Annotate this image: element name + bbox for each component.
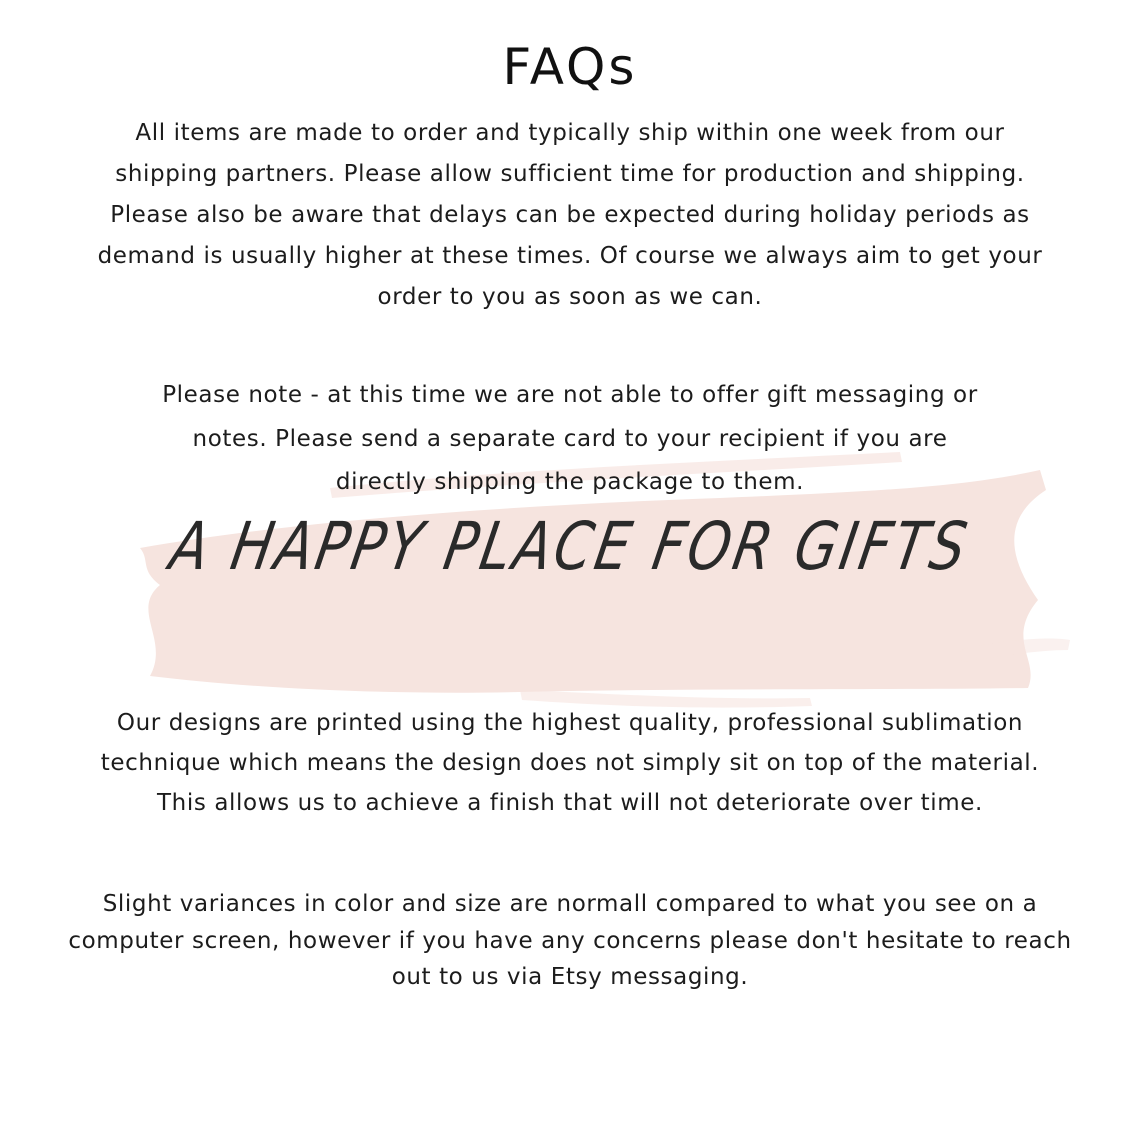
- shipping-paragraph: [20, 113, 1120, 318]
- paragraph-line: Slight variances in color and size are normall compared to what you see on a: [102, 891, 1038, 917]
- paragraph-line: demand is usually higher at these times. Of course we always aim to get your: [97, 243, 1043, 269]
- paragraph-line: Our designs are printed using the highest quality, professional sublimation: [116, 710, 1024, 736]
- paragraph-line: notes. Please send a separate card to your recipient if you are: [192, 425, 948, 452]
- paragraph-line: This allows us to achieve a finish that will not deteriorate over time.: [157, 790, 983, 816]
- paragraph-line: technique which means the design does not simply sit on top of the material.: [100, 750, 1040, 776]
- paragraph-line: out to us via Etsy messaging.: [391, 964, 749, 990]
- paragraph-line: shipping partners. Please allow sufficient time for production and shipping.: [115, 161, 1025, 187]
- paragraph-line: Please note - at this time we are not able to offer gift messaging or: [162, 382, 978, 408]
- faq-title: FAQs: [502, 38, 638, 96]
- paragraph-line: computer screen, however if you have any concerns please don't hesitate to reach: [68, 927, 1072, 954]
- color-variance-paragraph: [20, 886, 1120, 996]
- printing-paragraph: [20, 703, 1120, 823]
- gift-messaging-paragraph: [20, 374, 1120, 505]
- paragraph-line: Please also be aware that delays can be expected during holiday periods as: [110, 202, 1030, 228]
- paragraph-line: All items are made to order and typically ship within one week from our: [135, 120, 1005, 146]
- paragraph-line: directly shipping the package to them.: [335, 469, 805, 495]
- paragraph-line: order to you as soon as we can.: [377, 284, 763, 310]
- banner-tagline: A HAPPY PLACE FOR GIFTS: [164, 508, 976, 585]
